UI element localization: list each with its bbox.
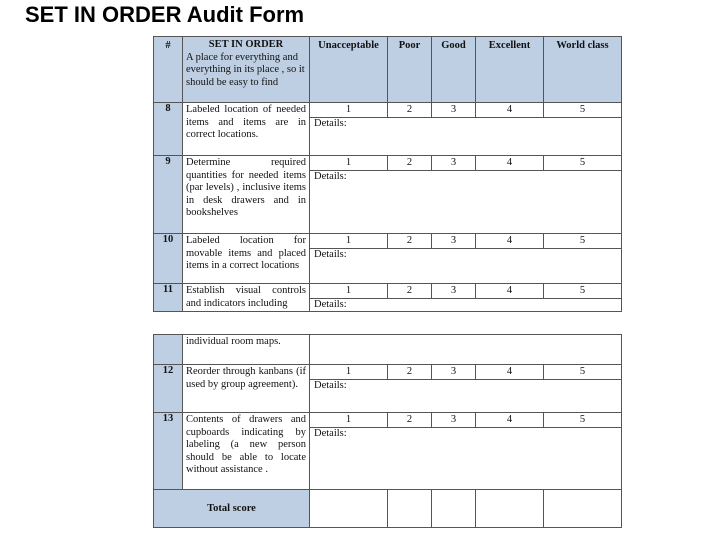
row-number: 8 <box>154 103 183 156</box>
details-field[interactable]: Details: <box>310 171 622 234</box>
details-field[interactable]: Details: <box>310 428 622 490</box>
score-3[interactable]: 3 <box>432 156 476 171</box>
score-2[interactable]: 2 <box>388 365 432 380</box>
total-row <box>154 490 622 528</box>
score-3[interactable]: 3 <box>432 284 476 299</box>
header-scale-good: Good <box>432 37 476 103</box>
score-3[interactable]: 3 <box>432 234 476 249</box>
page-title: SET IN ORDER Audit Form <box>25 2 305 27</box>
score-5[interactable]: 5 <box>544 156 622 171</box>
score-3[interactable]: 3 <box>432 103 476 118</box>
row-number: 10 <box>154 234 183 284</box>
row-number: 11 <box>154 284 183 312</box>
row-number: 9 <box>154 156 183 234</box>
header-scale-excellent: Excellent <box>476 37 544 103</box>
total-score-label: Total score <box>154 490 310 528</box>
score-1[interactable]: 1 <box>310 284 388 299</box>
score-4[interactable]: 4 <box>476 365 544 380</box>
score-5[interactable]: 5 <box>544 413 622 428</box>
row-item-text: Establish visual controls and indicators including <box>183 284 310 312</box>
score-2[interactable]: 2 <box>388 234 432 249</box>
total-unacceptable-cell[interactable] <box>310 490 388 528</box>
table-row <box>154 234 622 249</box>
score-4[interactable]: 4 <box>476 284 544 299</box>
continuation-number-cell <box>154 335 183 365</box>
header-item-desc: A place for everything and everything in its place , so it should be easy to find <box>186 51 305 88</box>
header-item <box>183 37 310 103</box>
details-field[interactable]: Details: <box>310 380 622 413</box>
score-2[interactable]: 2 <box>388 284 432 299</box>
score-2[interactable]: 2 <box>388 413 432 428</box>
score-3[interactable]: 3 <box>432 365 476 380</box>
continuation-details-cell <box>310 335 622 365</box>
row-item-text: Contents of drawers and cupboards indicating by labeling (a new person should be able to locate without assistance . <box>183 413 310 490</box>
details-field[interactable]: Details: <box>310 298 622 311</box>
table-row <box>154 103 622 118</box>
audit-table-part-2 <box>153 334 622 528</box>
row-item-text: Labeled location for movable items and placed items in a correct locations <box>183 234 310 284</box>
total-good-cell[interactable] <box>432 490 476 528</box>
header-item-title: SET IN ORDER <box>208 39 284 50</box>
header-scale-world-class: World class <box>544 37 622 103</box>
table-row <box>154 156 622 171</box>
header-scale-unacceptable: Unacceptable <box>310 37 388 103</box>
continuation-text: individual room maps. <box>183 335 310 365</box>
score-2[interactable]: 2 <box>388 103 432 118</box>
score-5[interactable]: 5 <box>544 365 622 380</box>
score-1[interactable]: 1 <box>310 103 388 118</box>
total-excellent-cell[interactable] <box>476 490 544 528</box>
details-field[interactable]: Details: <box>310 118 622 156</box>
score-4[interactable]: 4 <box>476 234 544 249</box>
continuation-row <box>154 335 622 365</box>
score-1[interactable]: 1 <box>310 413 388 428</box>
header-num: # <box>154 37 183 103</box>
table-row <box>154 365 622 380</box>
table-row <box>154 413 622 428</box>
score-2[interactable]: 2 <box>388 156 432 171</box>
row-item-text: Reorder through kanbans (if used by group agreement). <box>183 365 310 413</box>
row-number: 13 <box>154 413 183 490</box>
row-item-text: Determine required quantities for needed items (par levels) , inclusive items in desk drawers and in bookshelves <box>183 156 310 234</box>
score-4[interactable]: 4 <box>476 413 544 428</box>
score-5[interactable]: 5 <box>544 103 622 118</box>
header-scale-poor: Poor <box>388 37 432 103</box>
row-number: 12 <box>154 365 183 413</box>
total-world-class-cell[interactable] <box>544 490 622 528</box>
header-row <box>154 37 622 103</box>
details-field[interactable]: Details: <box>310 249 622 284</box>
score-1[interactable]: 1 <box>310 365 388 380</box>
score-1[interactable]: 1 <box>310 234 388 249</box>
score-5[interactable]: 5 <box>544 234 622 249</box>
score-4[interactable]: 4 <box>476 103 544 118</box>
score-5[interactable]: 5 <box>544 284 622 299</box>
score-3[interactable]: 3 <box>432 413 476 428</box>
row-item-text: Labeled location of needed items and items are in correct locations. <box>183 103 310 156</box>
total-poor-cell[interactable] <box>388 490 432 528</box>
score-4[interactable]: 4 <box>476 156 544 171</box>
score-1[interactable]: 1 <box>310 156 388 171</box>
table-row <box>154 284 622 299</box>
audit-table-part-1 <box>153 36 622 312</box>
